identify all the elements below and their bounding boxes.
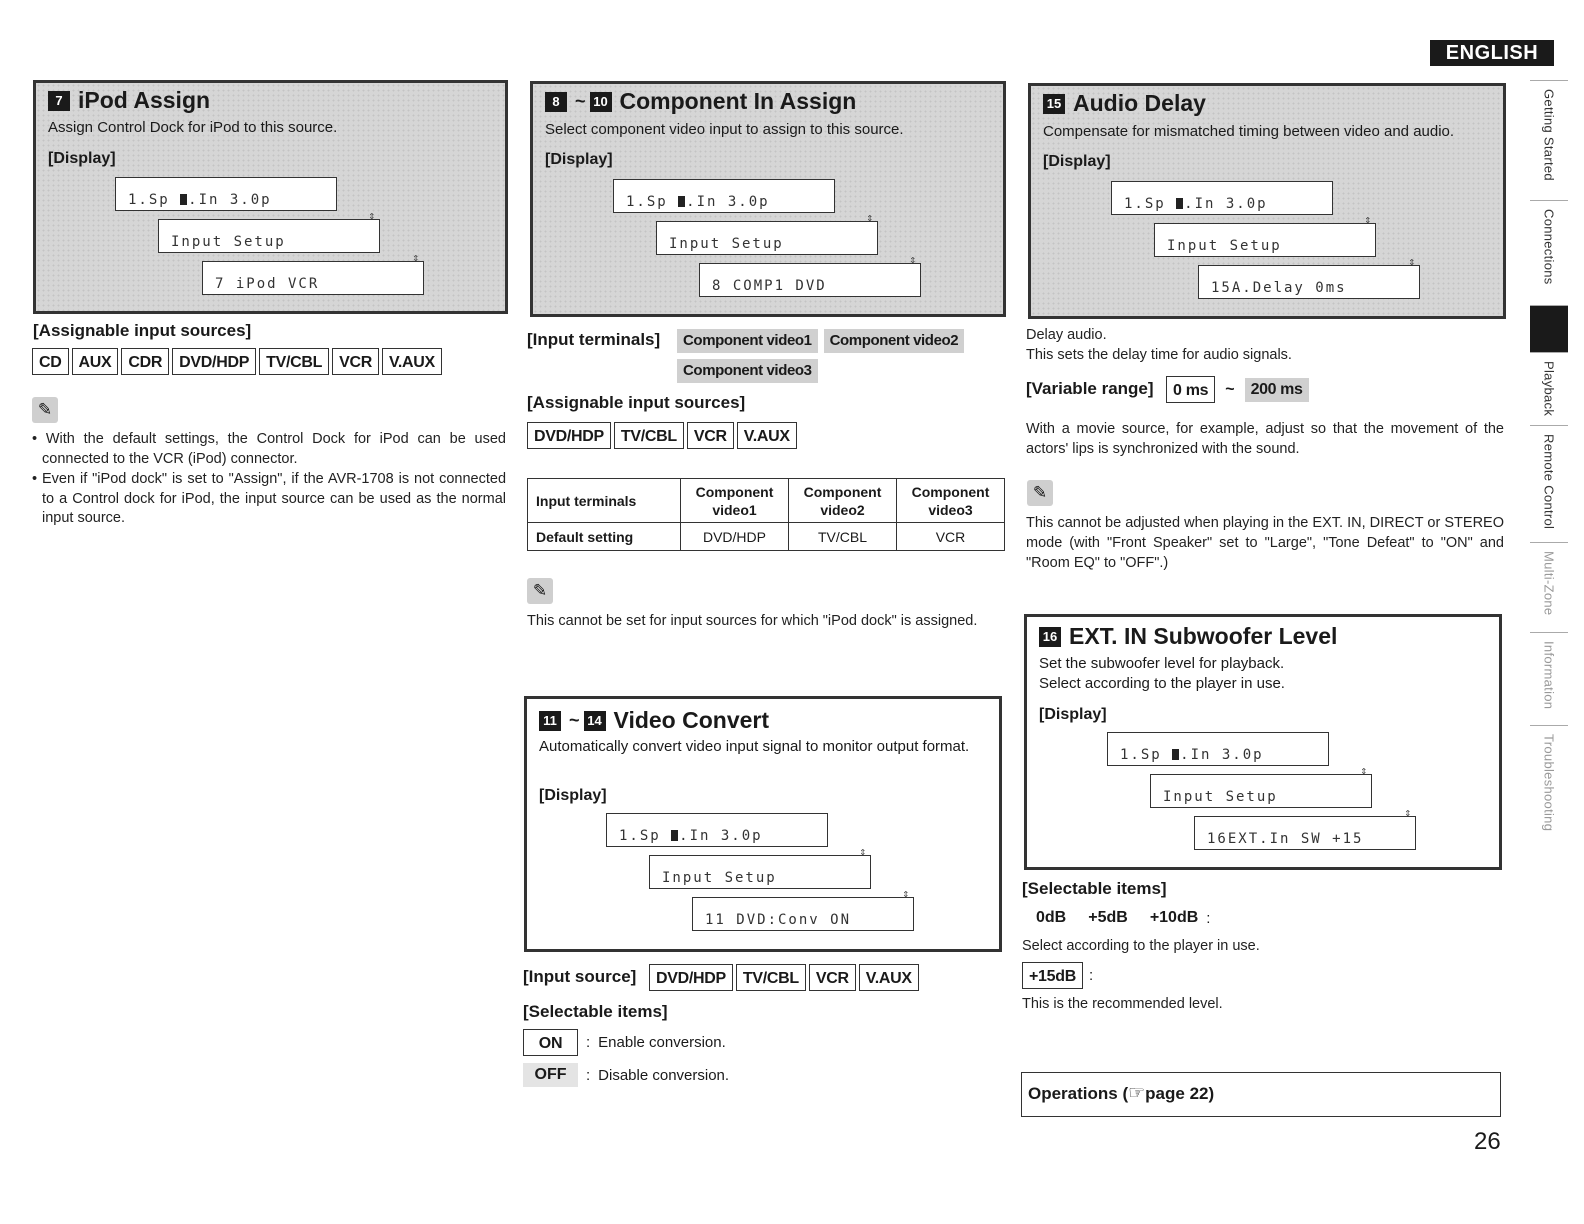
recommended-desc: This is the recommended level. — [1022, 996, 1223, 1012]
table-row-header: Input terminals — [528, 479, 681, 523]
recommended-level-box: +15dB — [1022, 962, 1083, 989]
side-nav-label: Connections — [1541, 209, 1557, 285]
level-option: 0dB — [1036, 909, 1067, 926]
ipod-source-list — [32, 348, 442, 375]
section-number-badge: 10 — [590, 92, 612, 112]
table-row-header: Default setting — [528, 523, 681, 551]
source-box: VCR — [332, 348, 379, 375]
lcd-line-1: 1.Sp .In 3.0p — [606, 813, 828, 847]
range-min-box: 0 ms — [1166, 376, 1215, 403]
source-box: CDR — [121, 348, 169, 375]
operations-reference[interactable]: Operations (☞page 22) — [1021, 1072, 1501, 1117]
audio-delay-panel — [1028, 83, 1506, 319]
ipod-assign-panel — [33, 80, 508, 314]
page-pointer-icon: ☞ — [1128, 1083, 1146, 1104]
option-off-label: OFF — [523, 1063, 578, 1087]
side-nav-label: Troubleshooting — [1541, 734, 1557, 832]
section-number-badge: 15 — [1043, 94, 1065, 114]
input-source-heading: [Input source] — [523, 967, 637, 986]
source-box: TV/CBL — [614, 422, 684, 449]
audio-text-3: With a movie source, for example, adjust so that the movement of the actors' lips is synchronized with the sound. — [1026, 421, 1504, 457]
table-cell: TV/CBL — [789, 523, 897, 551]
video-convert-title: 11 ~ 14 Video Convert — [539, 707, 769, 734]
subwoofer-items-desc: Select according to the player in use. — [1022, 938, 1260, 954]
assignable-sources-heading: [Assignable input sources] — [33, 321, 252, 340]
section-number-badge: 7 — [48, 91, 70, 111]
component-note: This cannot be set for input sources for which "iPod dock" is assigned. — [527, 613, 978, 629]
note-pencil-icon: ✎ — [527, 578, 553, 604]
lcd-line-1: 1.Sp .In 3.0p — [613, 179, 835, 213]
option-on-box: ON — [523, 1029, 578, 1056]
option-desc: Enable conversion. — [598, 1034, 726, 1051]
source-box: DVD/HDP — [172, 348, 256, 375]
source-box: VCR — [809, 964, 856, 991]
subwoofer-level-panel — [1024, 614, 1502, 870]
audio-text-2: This sets the delay time for audio signals. — [1026, 347, 1292, 363]
source-box: V.AUX — [382, 348, 442, 375]
video-source-list — [649, 964, 919, 991]
option-desc: Disable conversion. — [598, 1066, 730, 1084]
source-box: V.AUX — [737, 422, 797, 449]
terminal-label: Component video1 — [677, 329, 818, 353]
level-option: +5dB — [1088, 909, 1128, 926]
component-defaults-table — [527, 478, 1005, 551]
display-label: [Display] — [1039, 706, 1107, 723]
source-box: DVD/HDP — [649, 964, 733, 991]
option-on-row: ON : Enable conversion. — [523, 1029, 726, 1056]
input-terminals-heading: [Input terminals] — [527, 330, 661, 349]
variable-range-values: 0 ms ~ 200 ms — [1166, 376, 1309, 403]
terminal-list-row1 — [677, 329, 964, 353]
ipod-assign-title: 7 iPod Assign — [48, 87, 210, 114]
audio-delay-desc: Compensate for mismatched timing between video and audio. — [1043, 123, 1455, 140]
terminal-label: Component video3 — [677, 359, 818, 383]
note-pencil-icon: ✎ — [1027, 480, 1053, 506]
lcd-line-1: 1.Sp .In 3.0p — [1107, 732, 1329, 766]
lcd-line-2: Input Setup ⇕ — [1154, 223, 1376, 257]
note-item: • With the default settings, the Control Dock for iPod can be used connected to the VCR (iPod) connector. — [32, 431, 506, 467]
ipod-assign-desc: Assign Control Dock for iPod to this source. — [48, 119, 338, 136]
subwoofer-level-title: 16 EXT. IN Subwoofer Level — [1039, 623, 1337, 650]
section-number-badge: 8 — [545, 92, 567, 112]
side-nav-tab[interactable] — [1530, 80, 1568, 201]
component-assign-panel — [530, 81, 1006, 317]
source-box: DVD/HDP — [527, 422, 611, 449]
terminal-label: Component video2 — [824, 329, 965, 353]
recommended-row: +15dB : — [1022, 962, 1093, 989]
section-number-badge: 16 — [1039, 627, 1061, 647]
display-label: [Display] — [1043, 153, 1111, 170]
side-nav-label: Multi-Zone — [1541, 551, 1557, 616]
audio-text-1: Delay audio. — [1026, 327, 1107, 343]
terminal-list-row2 — [677, 359, 818, 383]
video-convert-desc: Automatically convert video input signal to monitor output format. — [539, 738, 970, 755]
side-nav-tab[interactable] — [1530, 632, 1568, 726]
lcd-line-1: 1.Sp .In 3.0p — [115, 177, 337, 211]
range-max-label: 200 ms — [1245, 378, 1309, 402]
level-option: +10dB — [1149, 909, 1199, 926]
table-cell: DVD/HDP — [681, 523, 789, 551]
lcd-line-2: Input Setup ⇕ — [656, 221, 878, 255]
lcd-line-3: 16EXT.In SW +15 ⇕ — [1194, 816, 1416, 850]
side-nav-tab[interactable] — [1530, 305, 1568, 353]
selectable-items-heading: [Selectable items] — [1022, 879, 1167, 898]
lcd-line-1: 1.Sp .In 3.0p — [1111, 181, 1333, 215]
component-assign-title: 8 ~ 10 Component In Assign — [545, 88, 856, 115]
source-box: CD — [32, 348, 69, 375]
table-col-header: Component video1 — [681, 479, 789, 523]
lcd-line-2: Input Setup ⇕ — [649, 855, 871, 889]
source-box: VCR — [687, 422, 734, 449]
note-pencil-icon: ✎ — [32, 397, 58, 423]
lcd-line-3: 11 DVD:Conv ON ⇕ — [692, 897, 914, 931]
subwoofer-desc-1: Set the subwoofer level for playback. — [1039, 655, 1285, 672]
source-box: V.AUX — [859, 964, 919, 991]
display-label: [Display] — [48, 150, 116, 167]
table-cell: VCR — [897, 523, 1005, 551]
assignable-sources-heading: [Assignable input sources] — [527, 393, 746, 412]
ipod-notes — [32, 430, 506, 530]
side-nav-tab[interactable] — [1530, 352, 1568, 426]
lcd-line-3: 7 iPod VCR ⇕ — [202, 261, 424, 295]
audio-note: This cannot be adjusted when playing in the EXT. IN, DIRECT or STEREO mode (with "Front Speaker" set to "Large", "Tone Defeat" to "ON" and "Room EQ" to "OFF".) — [1026, 515, 1504, 571]
side-nav-tab[interactable] — [1530, 542, 1568, 633]
section-number-badge: 11 — [539, 711, 561, 731]
side-nav-tab[interactable] — [1530, 425, 1568, 543]
side-nav-label: Playback — [1541, 361, 1557, 417]
display-label: [Display] — [539, 787, 607, 804]
source-box: TV/CBL — [736, 964, 806, 991]
table-col-header: Component video2 — [789, 479, 897, 523]
source-box: TV/CBL — [259, 348, 329, 375]
side-nav-label: Getting Started — [1541, 89, 1557, 181]
source-box: AUX — [72, 348, 119, 375]
side-nav-tab[interactable] — [1530, 725, 1568, 846]
lcd-line-2: Input Setup ⇕ — [1150, 774, 1372, 808]
lcd-line-3: 8 COMP1 DVD ⇕ — [699, 263, 921, 297]
selectable-items-heading: [Selectable items] — [523, 1002, 668, 1021]
video-convert-panel — [524, 696, 1002, 952]
language-tab: ENGLISH — [1430, 40, 1554, 66]
page-number: 26 — [1474, 1128, 1501, 1155]
lcd-line-3: 15A.Delay 0ms ⇕ — [1198, 265, 1420, 299]
side-nav-label: Information — [1541, 641, 1557, 710]
note-item: • Even if "iPod dock" is set to "Assign", if the AVR-1708 is not connected to a Control dock for iPod, the input source can be used as the normal input source. — [32, 471, 507, 526]
lcd-line-2: Input Setup ⇕ — [158, 219, 380, 253]
option-off-row: OFF : Disable conversion. — [523, 1063, 729, 1087]
variable-range-heading: [Variable range] — [1026, 379, 1154, 398]
component-assign-desc: Select component video input to assign to this source. — [545, 121, 904, 138]
side-nav-label: Remote Control — [1541, 434, 1557, 530]
section-number-badge: 14 — [584, 711, 606, 731]
subwoofer-desc-2: Select according to the player in use. — [1039, 675, 1285, 692]
side-nav-tab[interactable] — [1530, 200, 1568, 306]
side-nav — [1530, 80, 1568, 880]
table-col-header: Component video3 — [897, 479, 1005, 523]
display-label: [Display] — [545, 151, 613, 168]
audio-delay-title: 15 Audio Delay — [1043, 90, 1206, 117]
subwoofer-items-row: 0dB +5dB +10dB : — [1036, 909, 1211, 927]
component-source-list — [527, 422, 797, 449]
